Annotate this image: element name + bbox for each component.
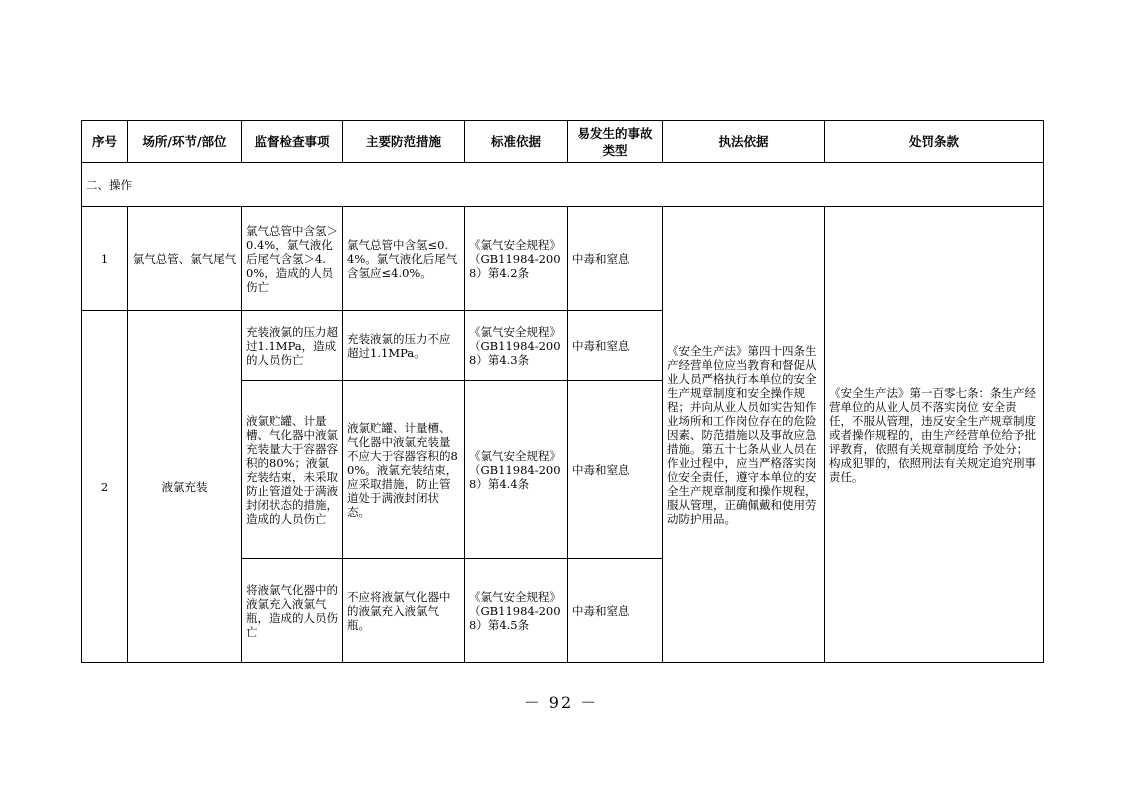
row-accident: 中毒和窒息 xyxy=(568,559,663,663)
row-measure: 不应将液氯气化器中的液氯充入液氯气瓶。 xyxy=(343,559,465,663)
row-no: 1 xyxy=(82,207,128,311)
law-basis: 《安全生产法》第四十四条生产经营单位应当教育和督促从业人员严格执行本单位的安全生产规章制度和安全操作规程；并向从业人员如实告知作业场所和工作岗位存在的危险因素、防范措施以及事故应急措施。第五十七条从业人员在作业过程中，应当严格落实岗位安全责任，遵守本单位的安全生产规章制度和操作规程，服从管理，正确佩戴和使用劳动防护用品。 xyxy=(663,207,825,663)
table-header-row xyxy=(82,121,1044,163)
header-item: 监督检查事项 xyxy=(242,121,343,163)
header-no: 序号 xyxy=(82,121,128,163)
header-standard: 标准依据 xyxy=(465,121,568,163)
row-measure: 充装液氯的压力不应超过1.1MPa。 xyxy=(343,311,465,381)
row-item: 将液氯气化器中的液氯充入液氯气瓶，造成的人员伤亡 xyxy=(242,559,343,663)
section-title: 二、操作 xyxy=(82,163,1044,207)
row-place: 氯气总管、氯气尾气 xyxy=(128,207,242,311)
row-no: 2 xyxy=(82,311,128,663)
header-penalty: 处罚条款 xyxy=(825,121,1044,163)
row-accident: 中毒和窒息 xyxy=(568,381,663,559)
page-number: － 92 － xyxy=(523,693,599,712)
penalty-clause: 《安全生产法》第一百零七条：条生产经营单位的从业人员不落实岗位 安全责任，不服从管理，违反安全生产规章制度或者操作规程的，由生产经营单位给予批评教育，依照有关规章制度给 予处分；构成犯罪的，依照刑法有关规定追究刑事责任。 xyxy=(825,207,1044,663)
row-place: 液氯充装 xyxy=(128,311,242,663)
row-measure: 氯气总管中含氢≤0.4%。氯气液化后尾气含氢应≤4.0%。 xyxy=(343,207,465,311)
row-standard: 《氯气安全规程》（GB11984-2008）第4.3条 xyxy=(465,311,568,381)
row-item: 液氯贮罐、计量槽、气化器中液氯充装量大于容器容积的80%；液氯充装结束，未采取防止管道处于满液封闭状态的措施，造成的人员伤亡 xyxy=(242,381,343,559)
row-item: 充装液氯的压力超过1.1MPa，造成的人员伤亡 xyxy=(242,311,343,381)
table-row xyxy=(82,207,1044,311)
row-accident: 中毒和窒息 xyxy=(568,311,663,381)
section-row xyxy=(82,163,1044,207)
row-standard: 《氯气安全规程》（GB11984-2008）第4.5条 xyxy=(465,559,568,663)
header-place: 场所/环节/部位 xyxy=(128,121,242,163)
inspection-table xyxy=(81,120,1044,663)
row-measure: 液氯贮罐、计量槽、气化器中液氯充装量不应大于容器容积的80%。液氯充装结束，应采取措施，防止管道处于满液封闭状态。 xyxy=(343,381,465,559)
row-accident: 中毒和窒息 xyxy=(568,207,663,311)
header-law: 执法依据 xyxy=(663,121,825,163)
header-measure: 主要防范措施 xyxy=(343,121,465,163)
row-standard: 《氯气安全规程》（GB11984-2008）第4.2条 xyxy=(465,207,568,311)
row-item: 氯气总管中含氢＞0.4%，氯气液化后尾气含氢＞4.0%，造成的人员伤亡 xyxy=(242,207,343,311)
header-accident: 易发生的事故类型 xyxy=(568,121,663,163)
row-standard: 《氯气安全规程》（GB11984-2008）第4.4条 xyxy=(465,381,568,559)
